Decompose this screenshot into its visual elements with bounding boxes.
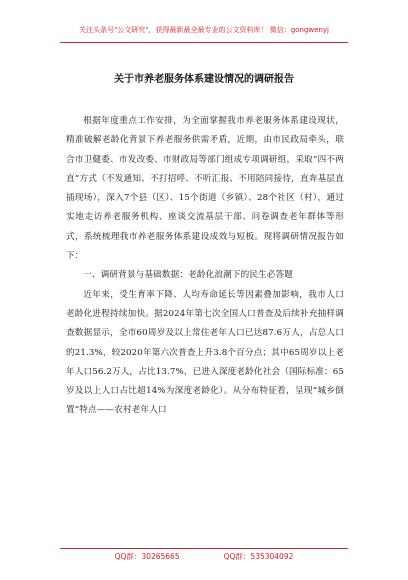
header-divider (60, 42, 348, 43)
footer (0, 551, 408, 562)
footer-qq-group-1: QQ群：30265665 (114, 552, 180, 561)
footer-qq-group-2: QQ群：535304092 (223, 552, 294, 561)
document-title: 关于市养老服务体系建设情况的调研报告 (114, 74, 294, 85)
intro-paragraph: 根据年度重点工作安排，为全面掌握我市养老服务体系建设现状，精准破解老龄化背景下养老服务供需矛盾，近期，由市民政局牵头，联合市卫健委、市发改委、市财政局等部门组成专项调研组，采取“四不两直”方式（不发通知、不打招呼、不听汇报、不用陪同接待，直奔基层直插现场），深入7个县（区）、15个街道（乡镇）、28个社区（村），通过实地走访养老服务机构、座谈交流基层干部、问卷调查老年群体等形式，系统梳理我市养老服务体系建设成效与短板。现将调研情况报告如下： (66, 116, 344, 262)
section-heading: 一、调研背景与基础数据：老龄化浪潮下的民生必答题 (83, 270, 294, 281)
header-banner: 关注头条号"公文研究"，获得最新最全最专业的公文资料库！ 微信：gongwenyj (79, 26, 329, 34)
footer-divider (60, 548, 348, 549)
document-body (66, 112, 344, 421)
background-paragraph: 近年来，受生育率下降、人均寿命延长等因素叠加影响，我市人口老龄化进程持续加快。据2024年第七次全国人口普查及后续补充抽样调查数据显示，全市60周岁及以上常住老年人口已达87.6万人，占总人口的21.3%，较2020年第六次普查上升3.8个百分点；其中65周岁以上老年人口56.2万人，占比13.7%，已进入深度老龄化社会（国际标准：65岁及以上人口占比超14%为深度老龄化）。从分布特征看，呈现“城乡倒置”特点——农村老年人口 (66, 289, 344, 416)
